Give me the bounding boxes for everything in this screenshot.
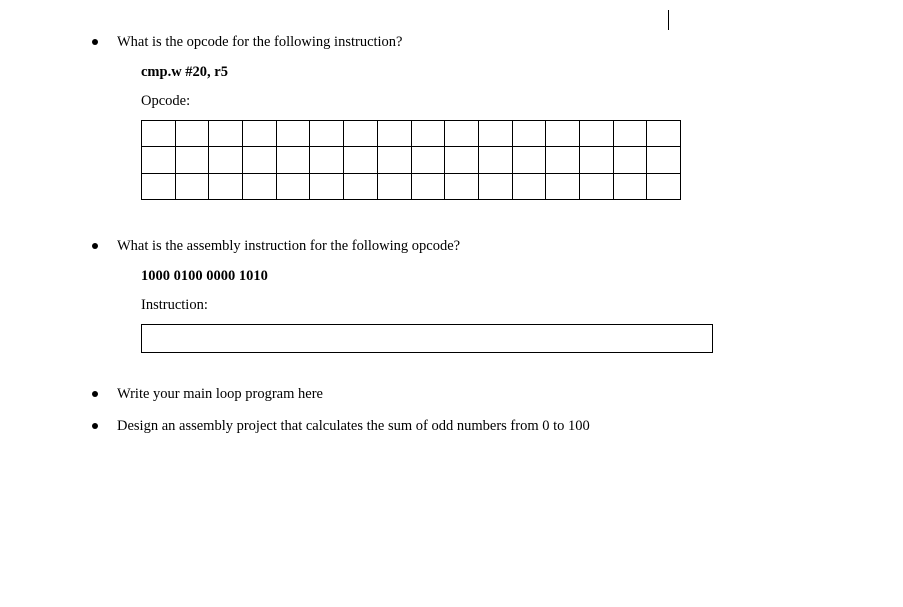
opcode-grid-cell[interactable] bbox=[478, 147, 512, 173]
opcode-grid-cell[interactable] bbox=[142, 147, 176, 173]
opcode-grid-cell[interactable] bbox=[411, 147, 445, 173]
opcode-grid-cell[interactable] bbox=[310, 121, 344, 147]
opcode-grid-cell[interactable] bbox=[546, 173, 580, 199]
opcode-grid-cell[interactable] bbox=[243, 147, 277, 173]
opcode-grid-cell[interactable] bbox=[377, 147, 411, 173]
opcode-grid-cell[interactable] bbox=[478, 173, 512, 199]
opcode-grid-cell[interactable] bbox=[209, 173, 243, 199]
opcode-grid-cell[interactable] bbox=[175, 121, 209, 147]
opcode-grid-cell[interactable] bbox=[209, 147, 243, 173]
opcode-grid-cell[interactable] bbox=[546, 121, 580, 147]
opcode-grid[interactable] bbox=[141, 120, 681, 200]
opcode-grid-cell[interactable] bbox=[445, 121, 479, 147]
opcode-grid-row bbox=[142, 173, 681, 199]
opcode-grid-cell[interactable] bbox=[276, 173, 310, 199]
opcode-grid-cell[interactable] bbox=[142, 121, 176, 147]
bullet-q4 bbox=[92, 423, 98, 429]
opcode-grid-cell[interactable] bbox=[209, 121, 243, 147]
question-opcode: What is the opcode for the following instruction? bbox=[117, 34, 403, 50]
opcode-grid-cell[interactable] bbox=[243, 173, 277, 199]
opcode-grid-cell[interactable] bbox=[445, 173, 479, 199]
opcode-grid-cell[interactable] bbox=[243, 121, 277, 147]
opcode-value: 1000 0100 0000 1010 bbox=[141, 268, 268, 284]
opcode-grid-cell[interactable] bbox=[546, 147, 580, 173]
opcode-grid-cell[interactable] bbox=[142, 173, 176, 199]
bullet-q2 bbox=[92, 243, 98, 249]
opcode-grid-cell[interactable] bbox=[276, 121, 310, 147]
opcode-grid-cell[interactable] bbox=[613, 121, 647, 147]
opcode-grid-cell[interactable] bbox=[175, 147, 209, 173]
question-instruction: What is the assembly instruction for the following opcode? bbox=[117, 238, 461, 254]
opcode-grid-cell[interactable] bbox=[579, 147, 613, 173]
opcode-grid-cell[interactable] bbox=[377, 121, 411, 147]
opcode-grid-cell[interactable] bbox=[344, 121, 378, 147]
opcode-grid-cell[interactable] bbox=[512, 147, 546, 173]
opcode-grid-cell[interactable] bbox=[411, 173, 445, 199]
text-cursor bbox=[668, 10, 669, 30]
opcode-grid-cell[interactable] bbox=[310, 147, 344, 173]
opcode-grid-cell[interactable] bbox=[613, 147, 647, 173]
bullet-q1 bbox=[92, 39, 98, 45]
opcode-grid-cell[interactable] bbox=[613, 173, 647, 199]
opcode-grid-row bbox=[142, 121, 681, 147]
design-project-prompt: Design an assembly project that calculates the sum of odd numbers from 0 to 100 bbox=[117, 418, 590, 434]
opcode-grid-cell[interactable] bbox=[344, 147, 378, 173]
main-loop-prompt: Write your main loop program here bbox=[117, 386, 323, 402]
opcode-grid-cell[interactable] bbox=[647, 173, 681, 199]
instruction-label: Instruction: bbox=[141, 297, 208, 313]
opcode-grid-cell[interactable] bbox=[344, 173, 378, 199]
opcode-grid-cell[interactable] bbox=[445, 147, 479, 173]
opcode-grid-row bbox=[142, 147, 681, 173]
opcode-grid-cell[interactable] bbox=[647, 147, 681, 173]
opcode-label: Opcode: bbox=[141, 93, 191, 109]
bullet-q3 bbox=[92, 391, 98, 397]
opcode-grid-cell[interactable] bbox=[512, 173, 546, 199]
opcode-grid-cell[interactable] bbox=[276, 147, 310, 173]
opcode-grid-cell[interactable] bbox=[579, 121, 613, 147]
opcode-grid-cell[interactable] bbox=[478, 121, 512, 147]
opcode-grid-cell[interactable] bbox=[310, 173, 344, 199]
opcode-grid-cell[interactable] bbox=[377, 173, 411, 199]
opcode-grid-cell[interactable] bbox=[579, 173, 613, 199]
opcode-grid-cell[interactable] bbox=[512, 121, 546, 147]
opcode-grid-cell[interactable] bbox=[175, 173, 209, 199]
instruction-value: cmp.w #20, r5 bbox=[141, 64, 228, 80]
instruction-answer-box[interactable] bbox=[141, 324, 713, 353]
opcode-grid-cell[interactable] bbox=[647, 121, 681, 147]
opcode-grid-cell[interactable] bbox=[411, 121, 445, 147]
